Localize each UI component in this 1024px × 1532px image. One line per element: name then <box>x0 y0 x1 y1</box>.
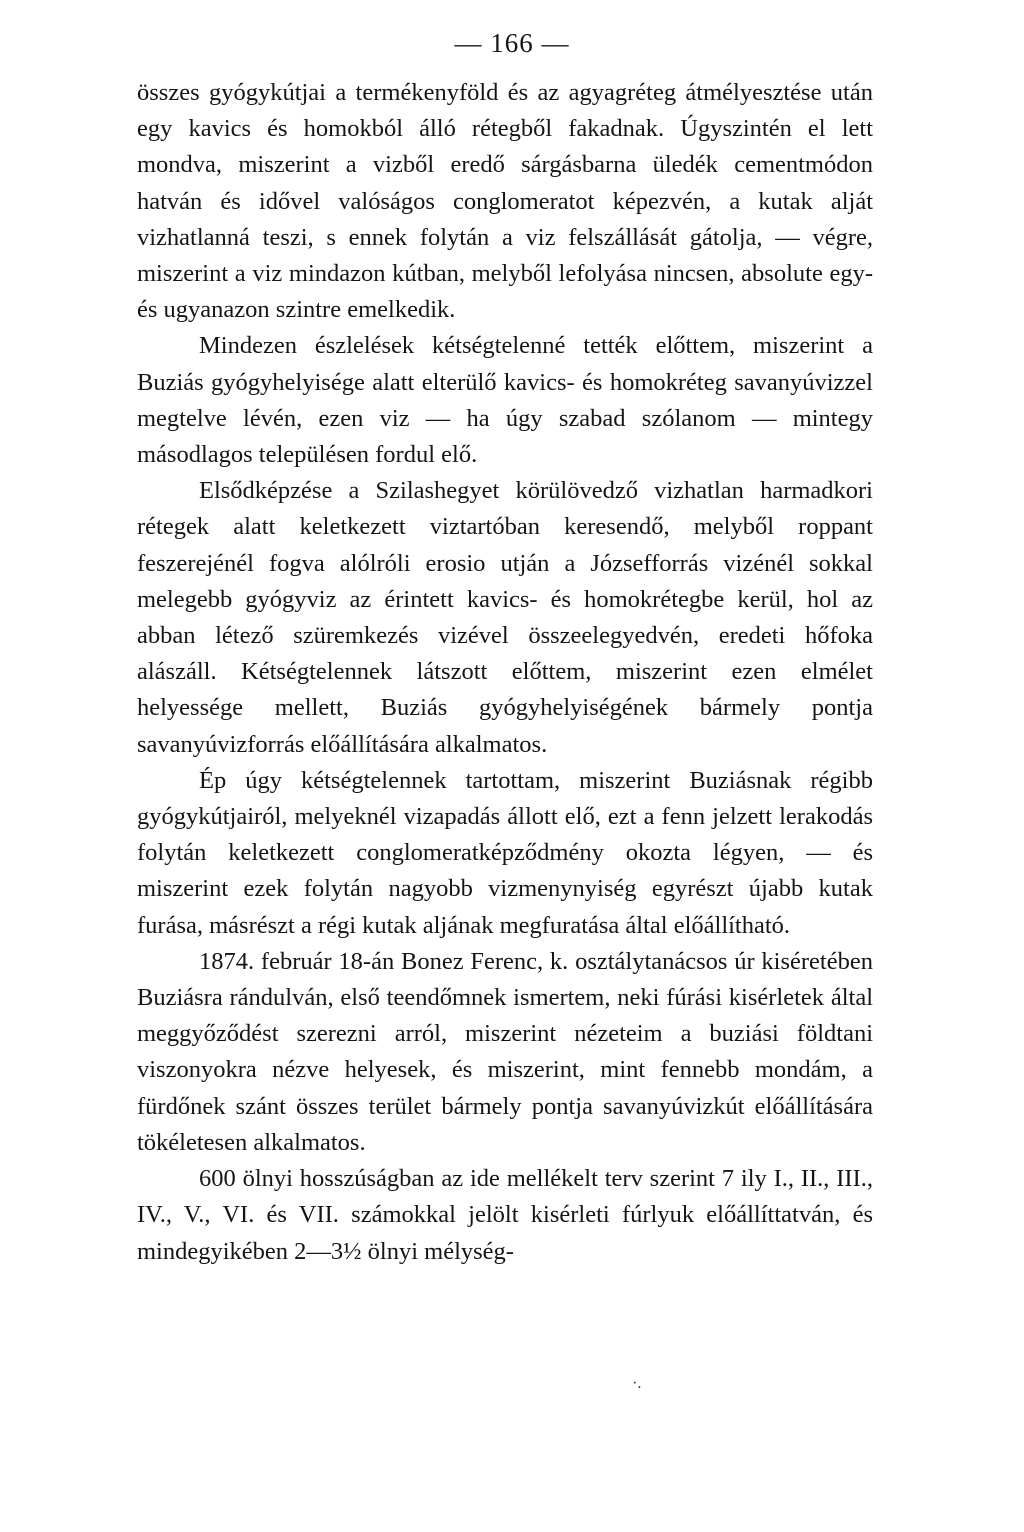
ink-speck-mark: ·. <box>632 1375 642 1392</box>
paragraph-5: 1874. február 18-án Bonez Ferenc, k. osztálytanácsos úr kiséretében Buziásra rándulván, első teendőmnek ismertem, neki fúrási kisérletek által meggyőződést szerezni arról, miszerint nézeteim a buziási földtani viszonyokra nézve helyesek, és miszerint, mint fennebb mondám, a fürdőnek szánt összes terület bármely pontja savanyúvizkút előállítására tökéletesen alkalmatos. <box>137 947 873 1156</box>
paragraph-1: összes gyógykútjai a termékenyföld és az agyagréteg átmélyesztése után egy kavics és homokból álló rétegből fakadnak. Úgyszintén el lett mondva, miszerint a vizből eredő sárgásbarna üledék cementmódon hatván és idővel valóságos conglomeratot képezvén, a kutak alját vizhatlanná teszi, s ennek folytán a viz felszállását gátolja, — végre, miszerint a viz mindazon kútban, melyből lefolyása nincsen, absolute egy- és ugyanazon szintre emelkedik. <box>137 79 873 324</box>
paragraph-3: Elsődképzése a Szilashegyet körülövedző vizhatlan harmadkori rétegek alatt keletkezett viztartóban keresendő, melyből roppant feszerejénél fogva alólróli erosio utján a Józsefforrás vizénél sokkal melegebb gyógyviz az érintett kavics- és homokrétegbe kerül, hol az abban létező szüremkezés vizével összeelegyedvén, eredeti hőfoka alászáll. Kétségtelennek látszott előttem, miszerint ezen elmélet helyessége mellett, Buziás gyógyhelyiségének bármely pontja savanyúvizforrás előállítására alkalmatos. <box>137 477 873 758</box>
paragraph-6: 600 ölnyi hosszúságban az ide mellékelt terv szerint 7 ily I., II., III., IV., V., VI. és VII. számokkal jelölt kisérleti fúrlyuk előállíttatván, és mindegyikében 2—3½ ölnyi mélység- <box>137 1165 873 1265</box>
paragraph-4: Ép úgy kétségtelennek tartottam, miszerint Buziásnak régibb gyógykútjairól, melyeknél vizapadás állott elő, ezt a fenn jelzett lerakodás folytán keletkezett conglomeratképződmény okozta légyen, — és miszerint ezek folytán nagyobb vizmenynyiség egyrészt újabb kutak furása, másrészt a régi kutak aljának megfuratása által előállítható. <box>137 766 873 939</box>
body-text <box>137 75 873 1270</box>
page-number: — 166 — <box>454 28 570 58</box>
paragraph-2: Mindezen észlelések kétségtelenné tették előttem, miszerint a Buziás gyógyhelyisége alatt elterülő kavics- és homokréteg savanyúvizzel megtelve lévén, ezen viz — ha úgy szabad szólanom — mintegy másodlagos településen fordul elő. <box>137 332 873 469</box>
